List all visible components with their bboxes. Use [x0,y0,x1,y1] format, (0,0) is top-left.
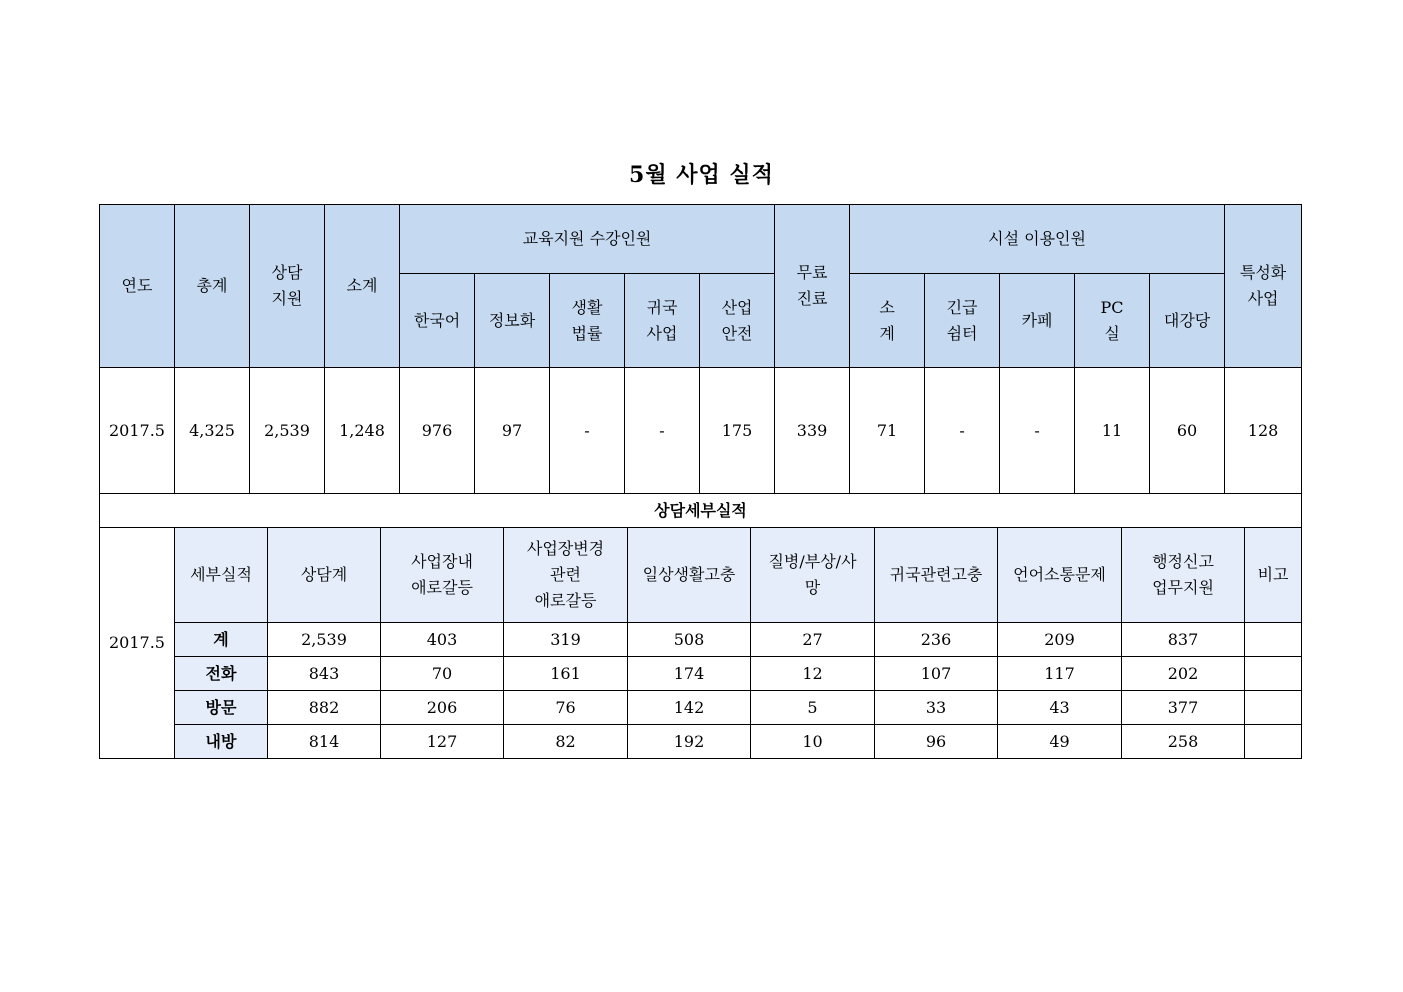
cell-it: 97 [475,368,550,494]
header-workplace-conflict: 사업장내 애로갈등 [381,528,504,623]
row-label: 계 [175,623,268,657]
table-cell [1245,725,1302,759]
cell-facility-subtotal: 71 [850,368,925,494]
cell-safety: 175 [700,368,775,494]
table-cell: 82 [504,725,628,759]
table-cell: 236 [875,623,998,657]
header-admin-support: 행정신고 업무지원 [1122,528,1245,623]
cell-free-clinic: 339 [775,368,850,494]
table-cell: 837 [1122,623,1245,657]
table-cell: 33 [875,691,998,725]
cell-pc-room: 11 [1075,368,1150,494]
table-cell: 10 [751,725,875,759]
table-cell: 96 [875,725,998,759]
cell-year: 2017.5 [100,368,175,494]
header-safety: 산업 안전 [700,274,775,368]
table-row [100,368,1302,494]
table-cell: 206 [381,691,504,725]
header-special: 특성화 사업 [1225,205,1302,368]
table-cell: 174 [628,657,751,691]
detail-table [99,493,1302,759]
table-cell [1245,657,1302,691]
table-cell: 814 [268,725,381,759]
table-cell: 508 [628,623,751,657]
header-daily-life: 일상생활고충 [628,528,751,623]
table-row [100,691,1302,725]
header-korean: 한국어 [400,274,475,368]
table-cell: 319 [504,623,628,657]
table-cell: 5 [751,691,875,725]
row-label: 내방 [175,725,268,759]
table-cell: 43 [998,691,1122,725]
header-counseling: 상담 지원 [250,205,325,368]
table-cell: 49 [998,725,1122,759]
cell-shelter: - [925,368,1000,494]
header-shelter: 긴급 쉼터 [925,274,1000,368]
table-cell: 12 [751,657,875,691]
header-counsel-total: 상담계 [268,528,381,623]
page-title: 5월 사업 실적 [629,162,774,188]
header-cafe: 카페 [1000,274,1075,368]
header-free-clinic: 무료 진료 [775,205,850,368]
header-workplace-change: 사업장변경 관련 애로갈등 [504,528,628,623]
header-pc-room: PC 실 [1075,274,1150,368]
header-auditorium: 대강당 [1150,274,1225,368]
table-cell: 192 [628,725,751,759]
table-cell: 70 [381,657,504,691]
cell-korean: 976 [400,368,475,494]
table-cell: 2,539 [268,623,381,657]
table-cell [1245,623,1302,657]
header-education-group: 교육지원 수강인원 [400,205,775,274]
header-subtotal: 소계 [325,205,400,368]
table-cell: 117 [998,657,1122,691]
header-remarks: 비고 [1245,528,1302,623]
detail-year: 2017.5 [100,528,175,759]
header-facility-subtotal: 소 계 [850,274,925,368]
table-cell: 403 [381,623,504,657]
table-row [100,657,1302,691]
table-row [100,623,1302,657]
cell-auditorium: 60 [1150,368,1225,494]
cell-return: - [625,368,700,494]
header-year: 연도 [100,205,175,368]
table-cell: 258 [1122,725,1245,759]
table-cell: 202 [1122,657,1245,691]
row-label: 방문 [175,691,268,725]
table-cell: 127 [381,725,504,759]
header-illness: 질병/부상/사 망 [751,528,875,623]
table-cell: 209 [998,623,1122,657]
header-total: 총계 [175,205,250,368]
row-label: 전화 [175,657,268,691]
table-cell: 377 [1122,691,1245,725]
header-it: 정보화 [475,274,550,368]
header-return-issue: 귀국관련고충 [875,528,998,623]
header-facility-group: 시설 이용인원 [850,205,1225,274]
section-title: 상담세부실적 [100,494,1302,528]
table-row [100,725,1302,759]
table-cell: 161 [504,657,628,691]
table-cell: 843 [268,657,381,691]
header-return: 귀국 사업 [625,274,700,368]
cell-subtotal: 1,248 [325,368,400,494]
cell-cafe: - [1000,368,1075,494]
table-cell: 142 [628,691,751,725]
header-detail: 세부실적 [175,528,268,623]
cell-counseling: 2,539 [250,368,325,494]
table-cell: 882 [268,691,381,725]
cell-special: 128 [1225,368,1302,494]
table-cell: 107 [875,657,998,691]
header-language: 언어소통문제 [998,528,1122,623]
table-cell [1245,691,1302,725]
summary-table [99,204,1302,494]
table-cell: 76 [504,691,628,725]
table-cell: 27 [751,623,875,657]
cell-life-law: - [550,368,625,494]
header-life-law: 생활 법률 [550,274,625,368]
cell-total: 4,325 [175,368,250,494]
